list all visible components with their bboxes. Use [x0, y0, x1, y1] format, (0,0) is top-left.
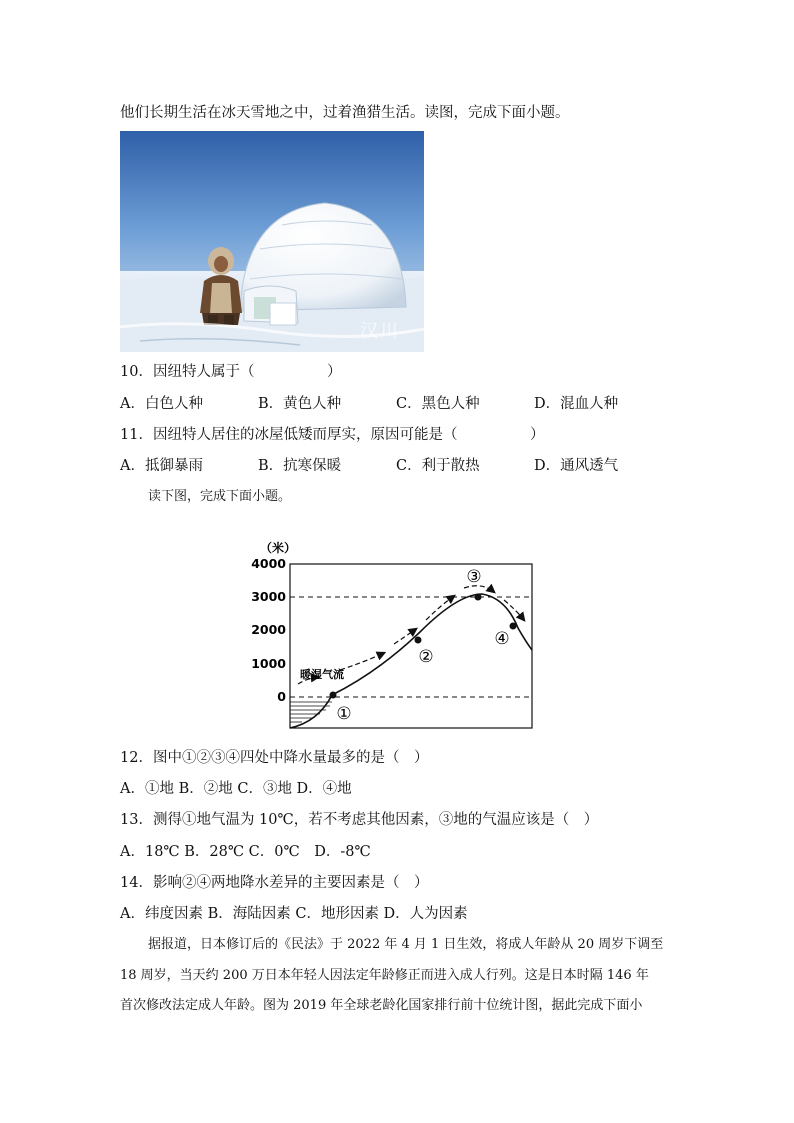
point-4-label: ④: [494, 629, 510, 649]
q11-option-d: D．通风透气: [534, 458, 619, 474]
airflow-diagram: [251, 532, 554, 740]
point-2-label: ②: [418, 647, 434, 667]
mountain-profile: [290, 594, 532, 728]
question-11-stem: 11．因纽特人居住的冰屋低矮而厚实，原因可能是（ ）: [120, 427, 545, 443]
passage-line-1: 据报道，日本修订后的《民法》于 2022 年 4 月 1 日生效，将成人年龄从 20 周岁下调至: [148, 937, 664, 952]
question-13-stem: 13．测得①地气温为 10℃，若不考虑其他因素，③地的气温应该是（ ）: [120, 812, 599, 828]
intro-text: 他们长期生活在冰天雪地之中，过着渔猎生活。读图，完成下面小题。: [120, 105, 570, 121]
igloo-photo: [120, 131, 424, 352]
question-12-stem: 12．图中①②③④四处中降水量最多的是（ ）: [120, 750, 429, 766]
point-2-marker: [415, 637, 422, 644]
watermark: 汉川: [360, 321, 400, 342]
unit-label: （米）: [260, 541, 297, 555]
airflow-arrow-4: [426, 596, 454, 620]
question-13-options: A．18℃ B．28℃ C．0℃ D．-8℃: [120, 844, 371, 860]
y-tick-1000: 1000: [251, 656, 286, 671]
question-12-options: A．①地 B．②地 C．③地 D．④地: [120, 781, 352, 797]
point-3-marker: [475, 594, 482, 601]
airflow-arrow-3: [394, 629, 416, 644]
y-tick-2000: 2000: [251, 622, 286, 637]
point-1-marker: [330, 692, 337, 699]
q10-option-d: D．混血人种: [534, 396, 619, 412]
q10-option-b: B．黄色人种: [258, 396, 342, 412]
point-3-label: ③: [466, 567, 482, 587]
passage-line-3: 首次修改法定成人年龄。图为 2019 年全球老龄化国家排行前十位统计图，据此完成下面小: [120, 998, 643, 1013]
q11-option-c: C．利于散热: [396, 458, 480, 474]
q11-option-a: A．抵御暴雨: [120, 458, 203, 474]
y-tick-0: 0: [277, 689, 286, 704]
airflow-label: 暖湿气流: [300, 668, 344, 681]
point-4-marker: [510, 623, 517, 630]
question-14-options: A．纬度因素 B．海陆因素 C．地形因素 D．人为因素: [120, 906, 468, 922]
point-1-label: ①: [336, 704, 352, 724]
passage-line-2: 18 周岁，当天约 200 万日本年轻人因法定年龄修正而进入成人行列。这是日本时隔 146 年: [120, 968, 649, 983]
q10-option-c: C．黑色人种: [396, 396, 480, 412]
y-tick-4000: 4000: [251, 556, 286, 571]
y-tick-3000: 3000: [251, 589, 286, 604]
question-14-stem: 14．影响②④两地降水差异的主要因素是（ ）: [120, 875, 429, 891]
q10-option-a: A．白色人种: [120, 396, 203, 412]
read-chart-instruction: 读下图，完成下面小题。: [148, 489, 292, 504]
q11-option-b: B．抗寒保暖: [258, 458, 342, 474]
question-10-stem: 10．因纽特人属于（ ）: [120, 364, 342, 380]
